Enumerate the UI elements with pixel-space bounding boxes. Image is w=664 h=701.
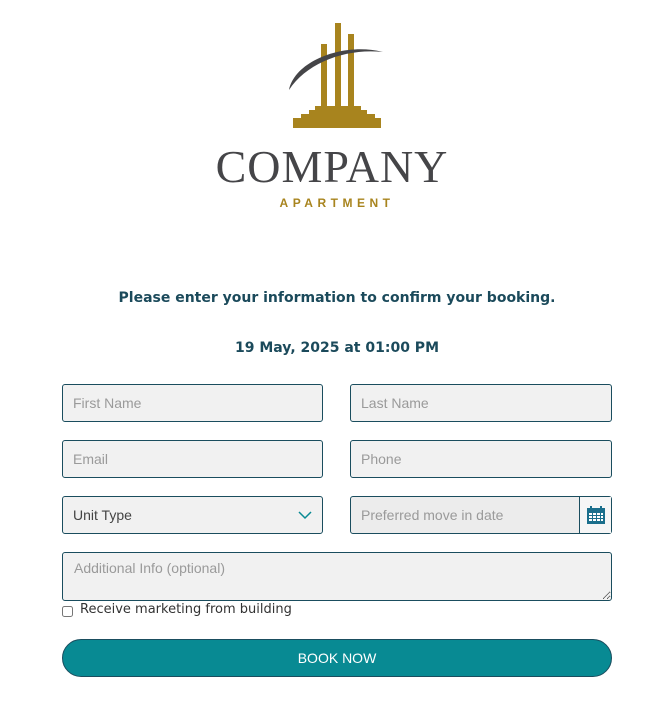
unit-type-select[interactable] xyxy=(62,496,323,534)
calendar-icon xyxy=(586,505,606,525)
building-logo-icon xyxy=(285,20,385,132)
intro-text: Please enter your information to confirm your booking. xyxy=(118,290,556,306)
move-in-date-field[interactable] xyxy=(351,497,579,533)
marketing-label[interactable]: Receive marketing from building xyxy=(80,602,292,617)
book-now-button[interactable]: BOOK NOW xyxy=(62,639,612,677)
booking-datetime: 19 May, 2025 at 01:00 PM xyxy=(234,340,440,356)
phone-field[interactable] xyxy=(350,440,612,478)
move-in-date-group xyxy=(350,496,612,534)
first-name-field[interactable] xyxy=(62,384,323,422)
email-field[interactable] xyxy=(62,440,323,478)
company-subtitle: APARTMENT xyxy=(279,196,395,210)
marketing-opt-in xyxy=(62,602,292,617)
calendar-button[interactable] xyxy=(579,497,611,533)
marketing-checkbox[interactable] xyxy=(62,606,73,617)
company-name: COMPANY xyxy=(215,141,449,192)
unit-type-value: Unit Type xyxy=(73,507,132,523)
chevron-down-icon xyxy=(298,510,312,520)
additional-info-field[interactable] xyxy=(62,552,612,601)
last-name-field[interactable] xyxy=(350,384,612,422)
company-logo xyxy=(0,0,664,220)
